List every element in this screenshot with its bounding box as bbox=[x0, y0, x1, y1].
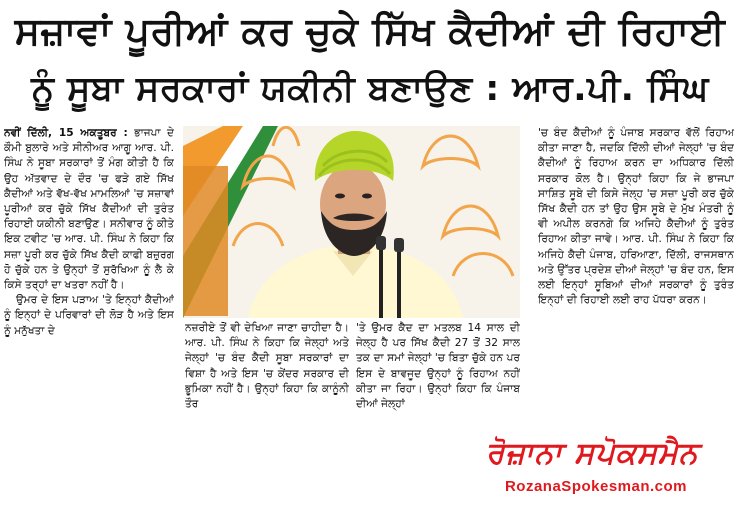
article-text: ਭਾਜਪਾ ਦੇ ਕੌਮੀ ਬੁਲਾਰੇ ਅਤੇ ਸੀਨੀਅਰ ਆਗੂ ਆਰ. ਪੀ. ਸਿੰਘ ਨੇ ਸੂਬਾ ਸਰਕਾਰਾਂ ਤੋਂ ਮੰਗ ਕੀਤੀ ਹੈ ਕਿ ਉਹ ਅੱਤਵਾਦ ਦੇ ਦੌਰ 'ਚ ਫੜੇ ਗਏ ਸਿੱਖ ਕੈਦੀਆਂ ਅਤੇ ਵੱਖ-ਵੱਖ ਮਾਮਲਿਆਂ 'ਚ ਸਜ਼ਾਵਾਂ ਪੂਰੀਆਂ ਕਰ ਚੁੱਕੇ ਸਿੱਖ ਕੈਦੀਆਂ ਦੀ ਤੁਰੰਤ ਰਿਹਾਈ ਯਕੀਨੀ ਬਣਾਉਣ। ਸਨੀਵਾਰ ਨੂੰ ਕੀਤੇ ਇਕ ਟਵੀਟ 'ਚ ਆਰ. ਪੀ. ਸਿੰਘ ਨੇ ਕਿਹਾ ਕਿ ਸਜ਼ਾ ਪੂਰੀ ਕਰ ਚੁੱਕੇ ਸਿੱਖ ਕੈਦੀ ਕਾਫੀ ਬਜ਼ੁਰਗ ਹੋ ਚੁੱਕੇ ਹਨ ਤੇ ਉਨ੍ਹਾਂ ਤੋਂ ਸੁਰੱਖਿਆ ਨੂੰ ਲੈ ਕੇ ਕਿਸੇ ਤਰ੍ਹਾਂ ਦਾ ਖਤਰਾ ਨਹੀਂ ਹੈ। bbox=[4, 127, 174, 292]
article-column-2: ਨਜ਼ਰੀਏ ਤੋਂ ਵੀ ਦੇਖਿਆ ਜਾਣਾ ਚਾਹੀਦਾ ਹੈ। ਆਰ. ਪੀ. ਸਿੰਘ ਨੇ ਕਿਹਾ ਕਿ ਜੇਲ੍ਹਾਂ ਅਤੇ ਜੇਲ੍ਹਾਂ 'ਚ ਬੰਦ ਕੈਦੀ ਸੂਬਾ ਸਰਕਾਰਾਂ ਦਾ ਵਿਸ਼ਾ ਹੈ ਅਤੇ ਇਸ 'ਚ ਕੇਂਦਰ ਸਰਕਾਰ ਦੀ ਭੂਮਿਕਾ ਨਹੀਂ ਹੈ। ਉਨ੍ਹਾਂ ਕਿਹਾ ਕਿ ਕਾਨੂੰਨੀ ਤੌਰ bbox=[185, 322, 349, 411]
article-column-1 bbox=[4, 126, 174, 434]
website-url: RozanaSpokesman.com bbox=[504, 478, 688, 495]
press-photo bbox=[183, 126, 520, 318]
photo-rp-singh bbox=[183, 126, 520, 318]
dateline: ਨਵੀਂ ਦਿੱਲੀ, 15 ਅਕਤੂਬਰ : bbox=[4, 127, 128, 139]
article-paragraph: ਉਮਰ ਦੇ ਇਸ ਪੜਾਅ 'ਤੇ ਇਨ੍ਹਾਂ ਕੈਦੀਆਂ ਨੂੰ ਇਨ੍ਹਾਂ ਦੇ ਪਰਿਵਾਰਾਂ ਦੀ ਲੋੜ ਹੈ ਅਤੇ ਇਸ ਨੂੰ ਮਨੁੱਖਤਾ ਦੇ bbox=[4, 294, 174, 337]
headline-line-2: ਨੂੰ ਸੂਬਾ ਸਰਕਾਰਾਂ ਯਕੀਨੀ ਬਣਾਉਣ : ਆਰ.ਪੀ. ਸਿੰਘ bbox=[31, 69, 709, 109]
article-column-3: 'ਤੇ ਉਮਰ ਕੈਦ ਦਾ ਮਤਲਬ 14 ਸਾਲ ਦੀ ਜੇਲ੍ਹ ਹੈ ਪਰ ਸਿੱਖ ਕੈਦੀ 27 ਤੋਂ 32 ਸਾਲ ਤਕ ਦਾ ਸਮਾਂ ਜੇਲ੍ਹਾਂ 'ਚ ਬਿਤਾ ਚੁੱਕੇ ਹਨ ਪਰ ਇਸ ਦੇ ਬਾਵਜੂਦ ਉਨ੍ਹਾਂ ਨੂੰ ਰਿਹਾਅ ਨਹੀਂ ਕੀਤਾ ਜਾ ਰਿਹਾ। ਉਨ੍ਹਾਂ ਕਿਹਾ ਕਿ ਪੰਜਾਬ ਦੀਆਂ ਜੇਲ੍ਹਾਂ bbox=[356, 322, 520, 411]
headline-line-1: ਸਜ਼ਾਵਾਂ ਪੂਰੀਆਂ ਕਰ ਚੁਕੇ ਸਿੱਖ ਕੈਦੀਆਂ ਦੀ ਰਿਹਾਈ bbox=[14, 9, 726, 53]
article-paragraph bbox=[4, 126, 174, 293]
newspaper-masthead: ਰੋਜ਼ਾਨਾ ਸਪੋਕਸਮੈਨ bbox=[485, 436, 699, 471]
article-column-4: 'ਚ ਬੰਦ ਕੈਦੀਆਂ ਨੂੰ ਪੰਜਾਬ ਸਰਕਾਰ ਵੱਲੋਂ ਰਿਹਾਅ ਕੀਤਾ ਜਾਣਾ ਹੈ, ਜਦਕਿ ਦਿੱਲੀ ਦੀਆਂ ਜੇਲ੍ਹਾਂ 'ਚ ਬੰਦ ਕੈਦੀਆਂ ਨੂੰ ਰਿਹਾਅ ਕਰਨ ਦਾ ਅਧਿਕਾਰ ਦਿੱਲੀ ਸਰਕਾਰ ਕੋਲ ਹੈ। ਉਨ੍ਹਾਂ ਕਿਹਾ ਕਿ ਜੇ ਭਾਜਪਾ ਸਾਸ਼ਿਤ ਸੂਬੇ ਦੀ ਕਿਸੇ ਜੇਲ੍ਹ 'ਚ ਸਜ਼ਾ ਪੂਰੀ ਕਰ ਚੁੱਕੇ ਸਿੱਖ ਕੈਦੀ ਹਨ ਤਾਂ ਉਹ ਉਸ ਸੂਬੇ ਦੇ ਮੁੱਖ ਮੰਤਰੀ ਨੂੰ ਵੀ ਅਪੀਲ ਕਰਨਗੇ ਕਿ ਅਜਿਹੇ ਕੈਦੀਆਂ ਨੂੰ ਤੁਰੰਤ ਰਿਹਾਅ ਕੀਤਾ ਜਾਵੇ। ਆਰ. ਪੀ. ਸਿੰਘ ਨੇ ਕਿਹਾ ਕਿ ਅਜਿਹੇ ਕੈਦੀ ਪੰਜਾਬ, ਹਰਿਆਣਾ, ਦਿੱਲੀ, ਰਾਜਸਥਾਨ ਅਤੇ ਉੱਤਰ ਪ੍ਰਦੇਸ਼ ਦੀਆਂ ਜੇਲ੍ਹਾਂ 'ਚ ਬੰਦ ਹਨ, ਇਸ ਲਈ ਇਨ੍ਹਾਂ ਸੂਬਿਆਂ ਦੀਆਂ ਸਰਕਾਰਾਂ ਨੂੰ ਤੁਰੰਤ ਇਨ੍ਹਾਂ ਦੀ ਰਿਹਾਈ ਲਈ ਰਾਹ ਪੱਧਰਾ ਕਰਨ। bbox=[538, 127, 734, 307]
